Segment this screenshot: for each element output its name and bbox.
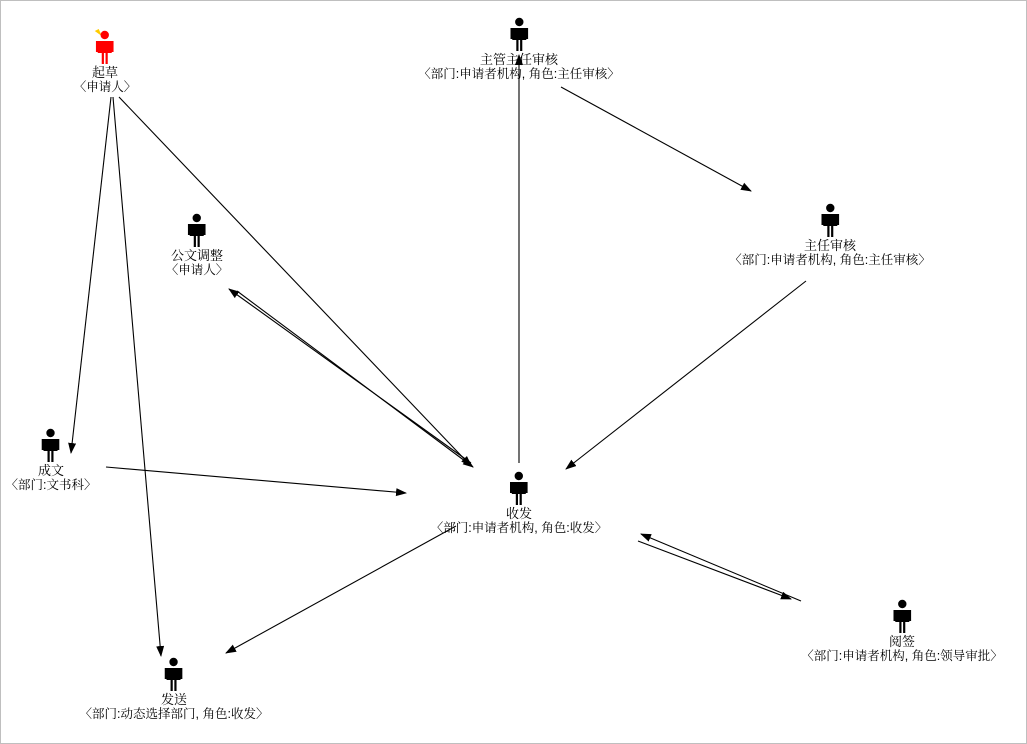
node-sublabel: 〈部门:动态选择部门, 角色:收发〉 [79,707,269,721]
edge-yueqian-shoufa [641,534,801,601]
node-sublabel: 〈部门:申请者机构, 角色:主任审核〉 [729,253,931,267]
node-label: 主任审核 [803,238,856,253]
edge-qicao-fasong [113,97,161,656]
node-sublabel: 〈部门:申请者机构, 角色:领导审批〉 [801,649,1003,663]
edge-qicao-chengwen [71,97,111,453]
person-icon [890,596,914,634]
node-sublabel: 〈部门:文书科〉 [5,478,97,492]
edge-shoufa-gongwentiaozheng [229,289,471,463]
node-label: 公文调整 [170,248,224,263]
person-icon [39,425,63,463]
person-icon [162,654,186,692]
node-sublabel: 〈申请人〉 [165,263,229,277]
node-label: 起草 [91,65,119,80]
node-zhuren-shenhe[interactable] [729,200,930,268]
edge-zhurenshenhe-shoufa [566,281,806,469]
node-qicao[interactable] [74,27,137,95]
edge-shoufa-fasong [226,526,456,653]
person-icon [507,468,531,506]
node-gongwen-tiaozheng[interactable] [166,210,229,278]
node-sublabel: 〈部门:申请者机构, 角色:收发〉 [430,521,608,535]
node-chengwen[interactable] [6,425,97,493]
edge-shoufa-yueqian [638,541,791,599]
edge-zhuguanzhurenshenhe-zhurenshenhe [561,87,751,191]
node-yueqian[interactable] [801,596,1002,664]
node-shoufa[interactable] [431,468,607,536]
person-icon [818,200,842,238]
node-label: 主管主任审核 [479,52,558,67]
edge-qicao-shoufa [119,97,471,466]
person-icon-start [93,27,117,65]
node-label: 成文 [37,463,65,478]
node-label: 阅签 [888,634,915,649]
node-fasong[interactable] [80,654,269,722]
person-icon [507,14,531,52]
node-zhuguan-zhuren-shenhe[interactable] [418,14,619,82]
node-sublabel: 〈部门:申请者机构, 角色:主任审核〉 [418,67,620,81]
edge-chengwen-shoufa [106,467,406,493]
node-sublabel: 〈申请人〉 [73,80,137,94]
person-icon [185,210,209,248]
edge-gongwentiaozheng-shoufa [237,291,473,467]
node-label: 收发 [505,506,532,521]
node-label: 发送 [160,692,187,707]
